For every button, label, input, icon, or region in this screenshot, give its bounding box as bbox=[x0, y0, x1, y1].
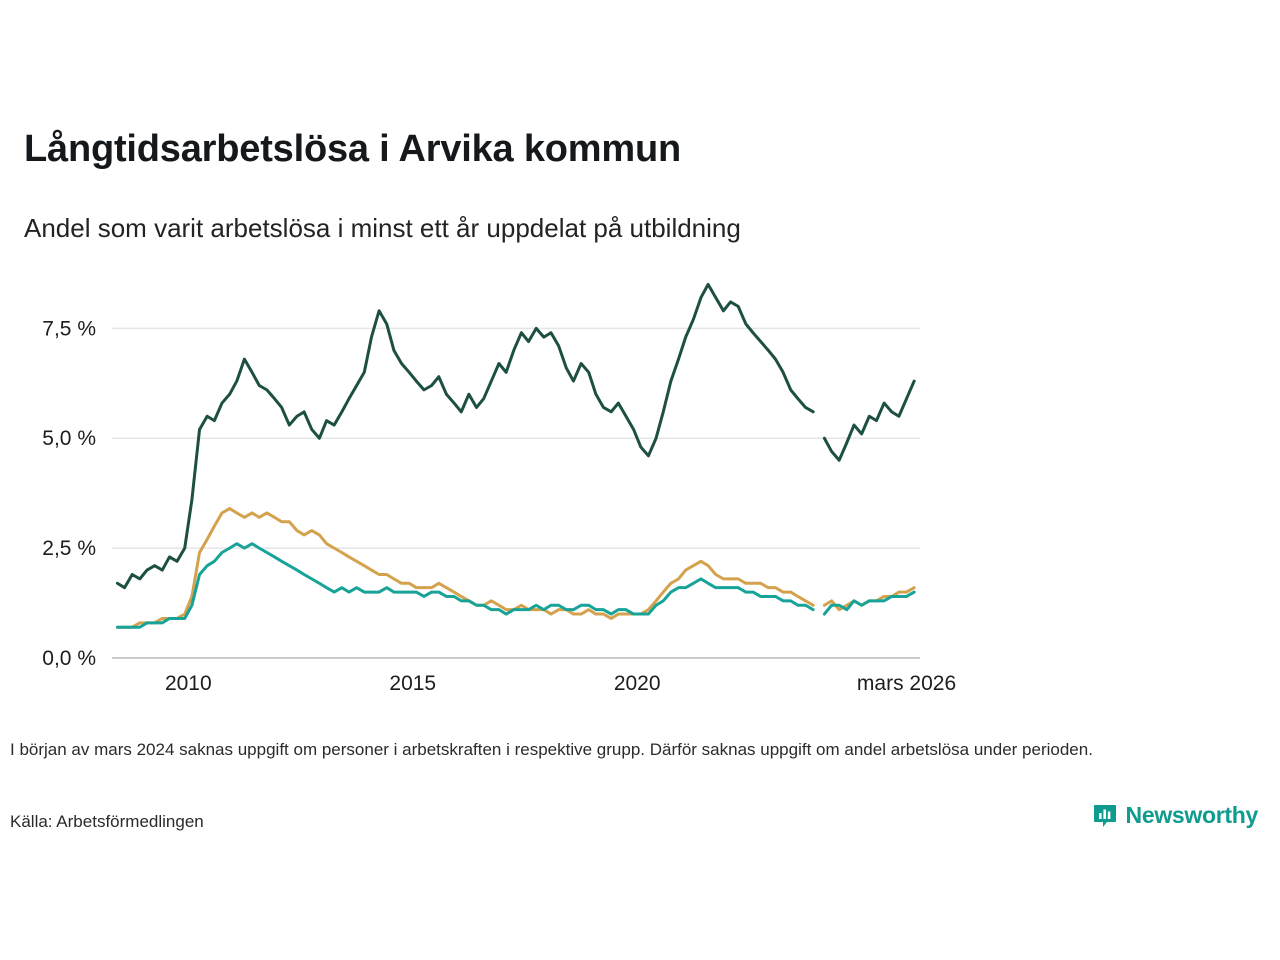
x-tick-label: 2015 bbox=[389, 672, 437, 695]
x-axis-tick-labels bbox=[165, 672, 956, 695]
page-title: Långtidsarbetslösa i Arvika kommun bbox=[24, 128, 681, 170]
y-axis-tick-labels bbox=[42, 317, 96, 670]
brand-name: Newsworthy bbox=[1125, 802, 1258, 828]
bar-chart-logo-icon bbox=[1092, 803, 1118, 829]
y-tick-label: 5,0 % bbox=[42, 427, 96, 451]
series-lines bbox=[117, 284, 914, 627]
x-tick-label: mars 2026 bbox=[856, 672, 957, 695]
brand-logo bbox=[1092, 802, 1258, 829]
footnote: I början av mars 2024 saknas uppgift om personer i arbetskraften i respektive grupp. Därför saknas uppgift om andel arbetslösa under perioden. bbox=[10, 740, 1093, 759]
source-note: Källa: Arbetsförmedlingen bbox=[10, 812, 204, 831]
x-tick-label: 2010 bbox=[164, 672, 212, 695]
y-tick-label: 0,0 % bbox=[42, 647, 96, 670]
y-tick-label: 2,5 % bbox=[42, 537, 96, 561]
line-chart bbox=[0, 270, 1280, 700]
y-tick-label: 7,5 % bbox=[42, 317, 96, 341]
page-subtitle: Andel som varit arbetslösa i minst ett år uppdelat på utbildning bbox=[24, 213, 741, 243]
series-line-förgymnasial bbox=[117, 284, 914, 587]
chart-svg bbox=[0, 270, 1280, 700]
x-tick-label: 2020 bbox=[613, 672, 661, 695]
series-line-gymnasial bbox=[117, 544, 914, 628]
